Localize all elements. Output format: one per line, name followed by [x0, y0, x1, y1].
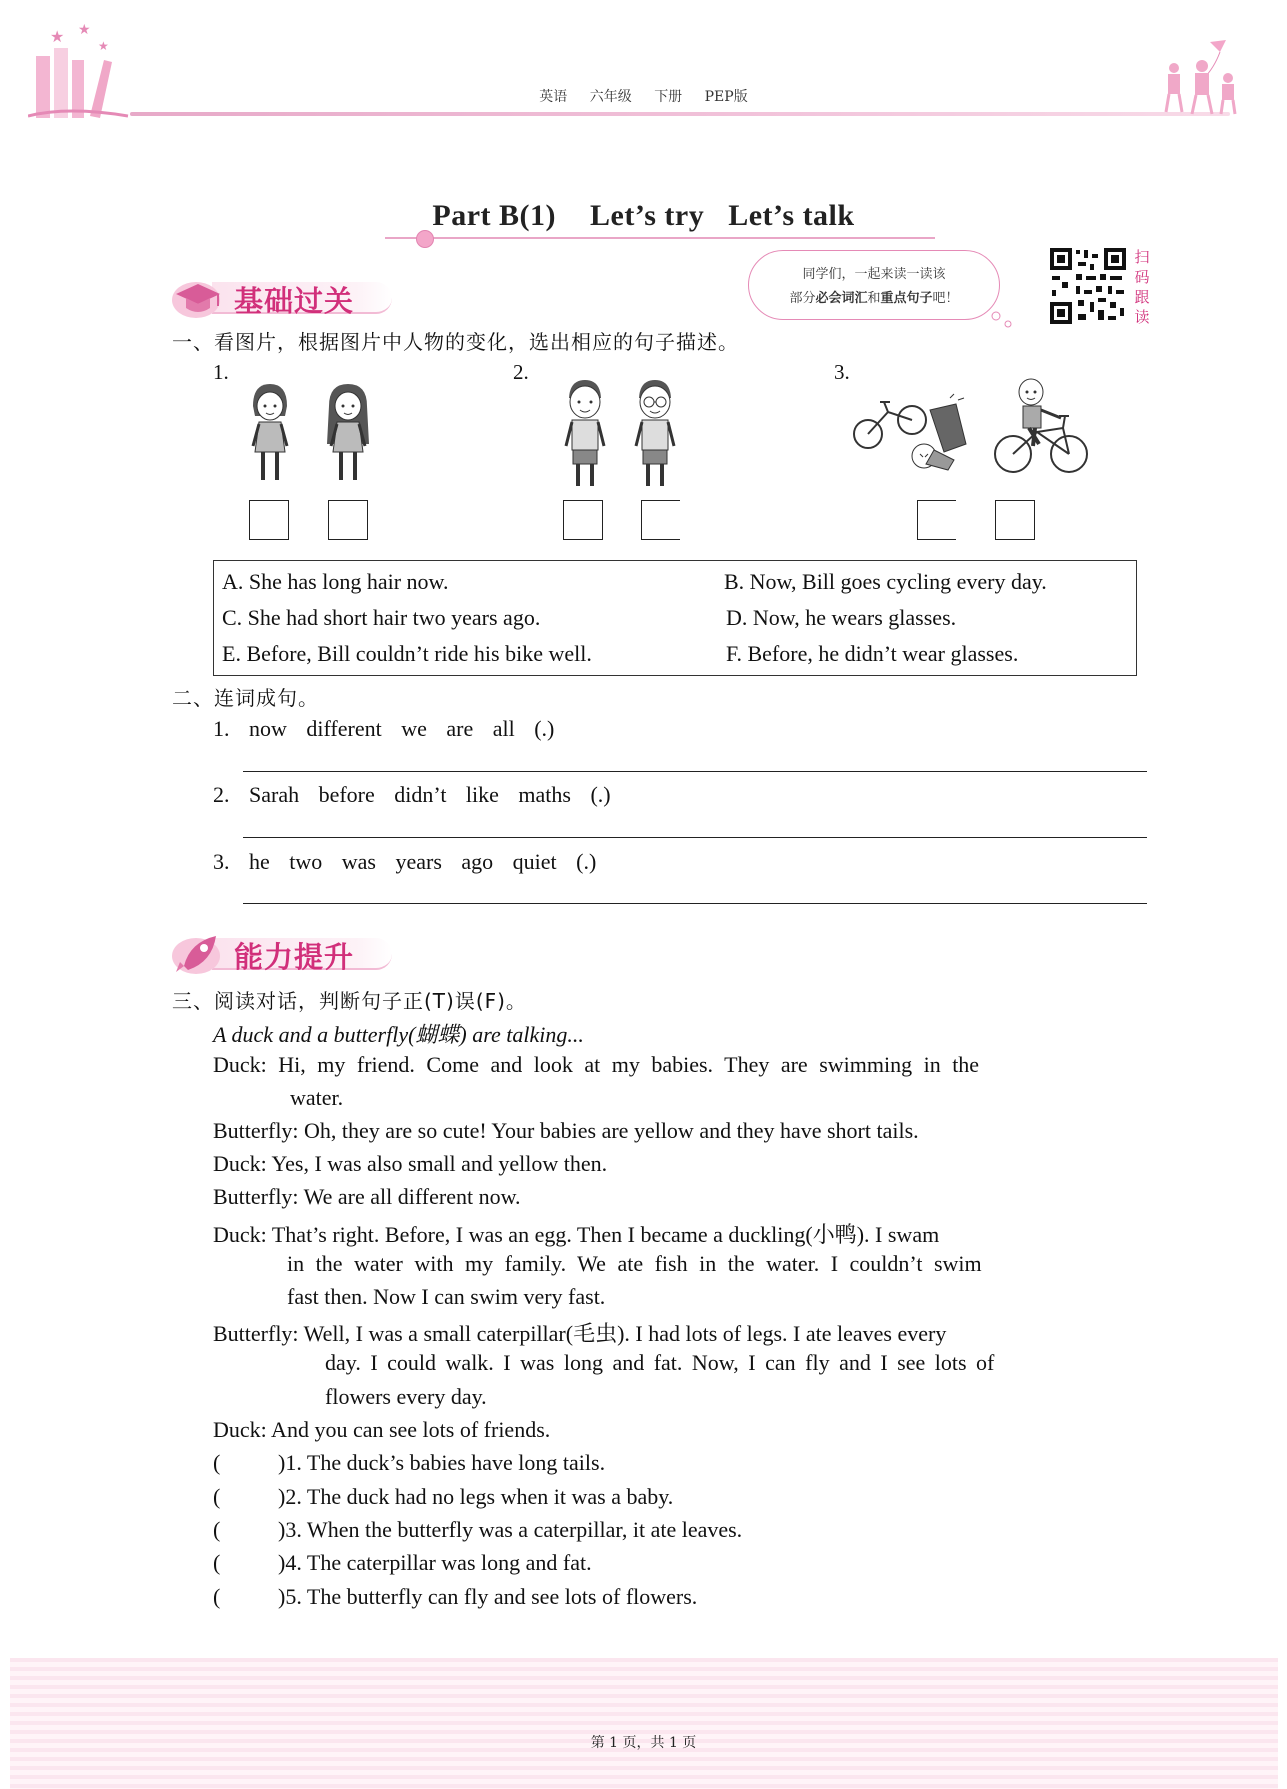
answer-box[interactable] — [995, 500, 1035, 540]
option-e: E. Before, Bill couldn’t ride his bike well. — [222, 641, 592, 666]
judgement-statement: )5. The butterfly can fly and see lots of flowers. — [278, 1584, 698, 1609]
judgement-paren[interactable]: ( — [213, 1550, 221, 1575]
title-talk: Let’s talk — [728, 199, 855, 232]
options-box — [213, 560, 1137, 676]
tip-bold-sentences: 重点句子 — [880, 291, 933, 306]
footer-band — [10, 1658, 1278, 1789]
picture-number: 2. — [513, 360, 529, 384]
title-underline — [385, 237, 935, 239]
option-d: D. Now, he wears glasses. — [726, 605, 957, 630]
answer-line[interactable] — [243, 771, 1147, 772]
boy-riding-bike-illustration — [993, 376, 1088, 481]
dialogue-line: Duck: Hi, my friend. Come and look at my babies. They are swimming in the — [213, 1052, 980, 1077]
dialogue-line: fast then. Now I can swim very fast. — [287, 1284, 606, 1309]
svg-text:★: ★ — [50, 27, 65, 46]
title-bullet — [416, 230, 434, 248]
tip-line-1: 同学们，一起来读一读该 — [802, 267, 946, 282]
section-banner-advanced — [170, 932, 410, 976]
q1-heading: 一、看图片，根据图片中人物的变化，选出相应的句子描述。 — [172, 330, 739, 354]
boy-falling-off-bike-illustration — [850, 390, 980, 475]
rocket-icon — [170, 932, 226, 976]
scan-char: 读 — [1134, 308, 1150, 326]
scan-char: 跟 — [1134, 288, 1150, 306]
answer-box[interactable] — [563, 500, 603, 540]
judgement-statement: )4. The caterpillar was long and fat. — [278, 1550, 592, 1575]
svg-text:★: ★ — [78, 22, 91, 38]
judgement-statement: )3. When the butterfly was a caterpillar, it ate leaves. — [278, 1517, 743, 1542]
judgement-statement: )1. The duck’s babies have long tails. — [278, 1450, 606, 1475]
scan-char: 扫 — [1134, 248, 1150, 266]
header-decoration-right — [1160, 38, 1250, 118]
header-grade: 六年级 — [589, 89, 632, 105]
page-title — [0, 199, 1287, 233]
section-banner-basic — [170, 276, 410, 320]
boy-no-glasses-illustration — [560, 378, 610, 493]
picture-number: 3. — [834, 360, 850, 384]
answer-line[interactable] — [243, 903, 1147, 904]
svg-text:★: ★ — [98, 39, 109, 53]
scan-char: 码 — [1134, 268, 1150, 286]
boy-with-glasses-illustration — [630, 378, 680, 493]
section-title-basic: 基础过关 — [234, 284, 355, 318]
section-title-advanced: 能力提升 — [234, 940, 355, 974]
answer-box[interactable] — [249, 500, 289, 540]
option-a: A. She has long hair now. — [222, 569, 449, 594]
dialogue-line: in the water with my family. We ate fish in the water. I couldn’t swim — [287, 1251, 982, 1276]
dialogue-line: Duck: And you can see lots of friends. — [213, 1417, 551, 1442]
dialogue-intro: A duck and a butterfly(蝴蝶) are talking... — [213, 1022, 584, 1047]
dialogue-line: Butterfly: Well, I was a small caterpillar(毛虫). I had lots of legs. I ate leaves every — [213, 1321, 947, 1346]
answer-box[interactable] — [641, 500, 680, 540]
dialogue-line: Duck: That’s right. Before, I was an egg. Then I became a duckling(小鸭). I swam — [213, 1222, 940, 1247]
header-text — [0, 86, 1287, 106]
option-b: B. Now, Bill goes cycling every day. — [724, 569, 1047, 594]
scan-to-read-label — [1133, 247, 1151, 327]
girl-long-hair-illustration — [323, 382, 373, 492]
q3-heading: 三、阅读对话，判断句子正(T)误(F)。 — [172, 989, 527, 1013]
dialogue-line: water. — [290, 1085, 344, 1110]
graduation-cap-icon — [170, 276, 226, 320]
tip-line-2 — [749, 287, 999, 306]
qr-code[interactable] — [1048, 246, 1128, 326]
title-part: Part B(1) — [432, 199, 557, 232]
answer-line[interactable] — [243, 837, 1147, 838]
title-try: Let’s try — [590, 199, 705, 232]
judgement-paren[interactable]: ( — [213, 1484, 221, 1509]
header-subject: 英语 — [539, 89, 568, 105]
header-volume: 下册 — [654, 89, 683, 105]
bubble-tail — [990, 310, 1020, 330]
tip-text: 吧！ — [932, 291, 959, 306]
word-order-item: 2. Sarah before didn’t like maths (.) — [213, 782, 611, 807]
q2-heading: 二、连词成句。 — [172, 686, 319, 710]
dialogue-line: Butterfly: We are all different now. — [213, 1184, 521, 1209]
header-edition: PEP版 — [704, 89, 748, 105]
header-rule — [130, 112, 1230, 116]
word-order-item: 1. now different we are all (.) — [213, 716, 555, 741]
tip-bubble — [748, 250, 1000, 320]
word-order-item: 3. he two was years ago quiet (.) — [213, 849, 597, 874]
dialogue-line: flowers every day. — [325, 1384, 487, 1409]
dialogue-line: Butterfly: Oh, they are so cute! Your babies are yellow and they have short tails. — [213, 1118, 919, 1143]
tip-text: 和 — [867, 291, 881, 306]
page-number: 第 1 页，共 1 页 — [590, 1735, 697, 1751]
dialogue-line: day. I could walk. I was long and fat. Now, I can fly and I see lots of — [325, 1350, 995, 1375]
answer-box[interactable] — [328, 500, 368, 540]
judgement-paren[interactable]: ( — [213, 1517, 221, 1542]
option-c: C. She had short hair two years ago. — [222, 605, 541, 630]
girl-short-hair-illustration — [245, 382, 295, 492]
dialogue-line: Duck: Yes, I was also small and yellow then. — [213, 1151, 608, 1176]
tip-text: 部分 — [789, 291, 816, 306]
option-f: F. Before, he didn’t wear glasses. — [726, 641, 1019, 666]
answer-box[interactable] — [917, 500, 956, 540]
judgement-paren[interactable]: ( — [213, 1450, 221, 1475]
tip-bold-words: 必会词汇 — [815, 291, 868, 306]
judgement-statement: )2. The duck had no legs when it was a baby. — [278, 1484, 674, 1509]
picture-number: 1. — [213, 360, 229, 384]
judgement-paren[interactable]: ( — [213, 1584, 221, 1609]
